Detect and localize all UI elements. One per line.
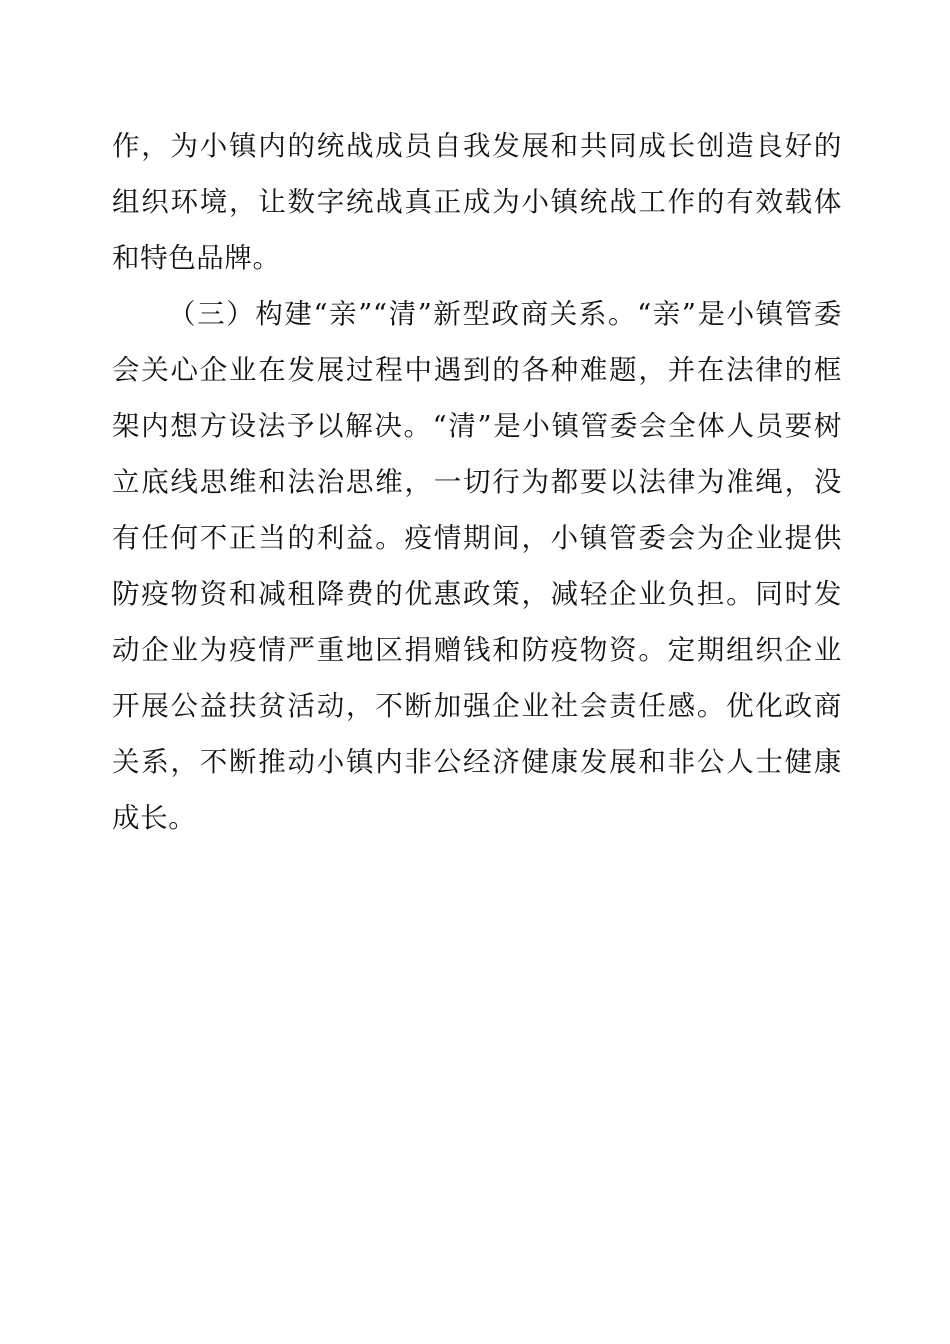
paragraph-continued: 作，为小镇内的统战成员自我发展和共同成长创造良好的组织环境，让数字统战真正成为小镇统战工作的有效载体和特色品牌。 — [112, 130, 842, 274]
document-body — [112, 118, 842, 846]
paragraph-section-three: （三）构建“亲”“清”新型政商关系。“亲”是小镇管委会关心企业在发展过程中遇到的各种难题，并在法律的框架内想方设法予以解决。“清”是小镇管委会全体人员要树立底线思维和法治思维，一切行为都要以法律为准绳，没有任何不正当的利益。疫情期间，小镇管委会为企业提供防疫物资和减租降费的优惠政策，减轻企业负担。同时发动企业为疫情严重地区捐赠钱和防疫物资。定期组织企业开展公益扶贫活动，不断加强企业社会责任感。优化政商关系，不断推动小镇内非公经济健康发展和非公人士健康成长。 — [112, 298, 842, 834]
